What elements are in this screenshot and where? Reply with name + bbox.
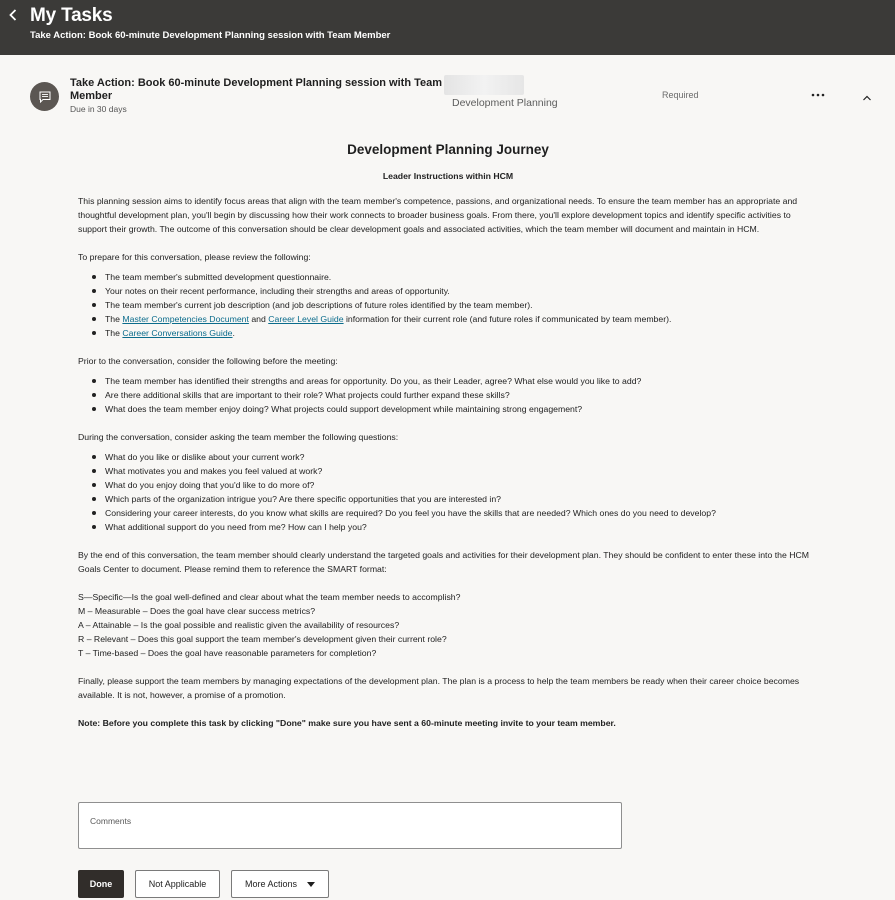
finally-paragraph: Finally, please support the team members by managing expectations of the development plan. The plan is a process to help the team members be ready when their career choice becomes available. It is not, however, a promise of a promotion. [78, 676, 800, 700]
end-paragraph: By the end of this conversation, the team member should clearly understand the targeted goals and activities for their development plan. They should be confident to enter these into the HCM Goals Center to document. Please remind them to reference the SMART format: [78, 550, 809, 574]
document-title: Development Planning Journey [347, 142, 549, 157]
top-bar [0, 0, 895, 55]
smart-line: M – Measurable – Does the goal have clear success metrics? [78, 606, 316, 616]
comments-label: Comments [90, 816, 132, 826]
item-text: and [248, 314, 269, 324]
list-item [105, 326, 818, 340]
career-conversations-guide-link[interactable]: Career Conversations Guide [122, 328, 233, 338]
during-list [78, 450, 818, 534]
list-item: What do you like or dislike about your current work? [105, 450, 756, 464]
prior-heading: Prior to the conversation, consider the following before the meeting: [78, 356, 338, 366]
during-heading: During the conversation, consider asking the team member the following questions: [78, 432, 399, 442]
page-title: My Tasks [30, 5, 113, 26]
list-item: Which parts of the organization intrigue you? Are there specific opportunities that you are interested in? [105, 492, 756, 506]
list-item: What motivates you and makes you feel valued at work? [105, 464, 756, 478]
list-item: The team member has identified their strengths and areas for opportunity. Do you, as their Leader, agree? What else would you like to add? [105, 374, 818, 388]
item-text: . [232, 328, 235, 338]
note-paragraph: Note: Before you complete this task by clicking "Done" make sure you have sent a 60-minute meeting invite to your team member. [78, 718, 616, 728]
list-item: The team member's submitted development questionnaire. [105, 270, 818, 284]
item-text: information for their current role (and future roles if communicated by team member). [343, 314, 672, 324]
instructions-document [78, 143, 818, 744]
prepare-list [78, 270, 818, 340]
required-badge: Required [662, 90, 699, 100]
chat-icon [30, 82, 59, 111]
career-level-guide-link[interactable]: Career Level Guide [268, 314, 344, 324]
more-actions-button[interactable] [231, 870, 329, 898]
list-item: What do you enjoy doing that you'd like to do more of? [105, 478, 756, 492]
item-text: The [105, 314, 123, 324]
task-category: Development Planning [452, 97, 558, 109]
document-subtitle: Leader Instructions within HCM [382, 171, 514, 181]
smart-line: S—Specific—Is the goal well-defined and clear about what the team member needs to accomplish? [78, 592, 461, 602]
master-competencies-link[interactable]: Master Competencies Document [122, 314, 249, 324]
list-item [105, 312, 818, 326]
prior-list [78, 374, 818, 416]
list-item: Are there additional skills that are important to their role? What projects could further expand these skills? [105, 388, 818, 402]
intro-paragraph: This planning session aims to identify focus areas that align with the team member's competence, passions, and organizational needs. To ensure the team member has an appropriate and thoughtful development plan, you'll begin by discussing how their work connects to broader business goals. From there, you'll explore development topics and identify specific activities to support their growth. The outcome of this conversation should be clear development goals and associated activities, which the team member will document and maintain in HCM. [78, 196, 798, 234]
prepare-heading: To prepare for this conversation, please review the following: [78, 252, 311, 262]
list-item: Your notes on their recent performance, including their strengths and areas of opportunity. [105, 284, 818, 298]
chevron-up-icon[interactable] [861, 90, 873, 100]
list-item: The team member's current job description (and job descriptions of future roles identified by the team member). [105, 298, 818, 312]
task-title: Take Action: Book 60-minute Development Planning session with Team Member [70, 77, 443, 102]
list-item: What additional support do you need from me? How can I help you? [105, 520, 756, 534]
more-actions-label: More Actions [244, 879, 298, 889]
caret-down-icon [307, 882, 315, 887]
smart-line: T – Time-based – Does the goal have reasonable parameters for completion? [78, 648, 377, 658]
back-icon[interactable] [6, 6, 20, 24]
done-button[interactable]: Done [78, 870, 124, 898]
page-subtitle: Take Action: Book 60-minute Development Planning session with Team Member [30, 30, 391, 41]
list-item: What does the team member enjoy doing? What projects could support development while maintaining strong engagement? [105, 402, 818, 416]
smart-line: R – Relevant – Does this goal support the team member's development given their current role? [78, 634, 447, 644]
not-applicable-button[interactable]: Not Applicable [135, 870, 220, 898]
ellipsis-icon[interactable] [810, 88, 826, 100]
list-item: Considering your career interests, do you know what skills are required? Do you feel you have the skills that are needed? Which ones do you need to develop? [105, 506, 756, 520]
blurred-image [444, 75, 524, 95]
item-text: The [105, 328, 123, 338]
smart-format [78, 590, 818, 660]
smart-line: A – Attainable – Is the goal possible and realistic given the availability of resources? [78, 620, 400, 630]
task-due-date: Due in 30 days [70, 104, 127, 114]
comments-field[interactable] [78, 802, 622, 849]
